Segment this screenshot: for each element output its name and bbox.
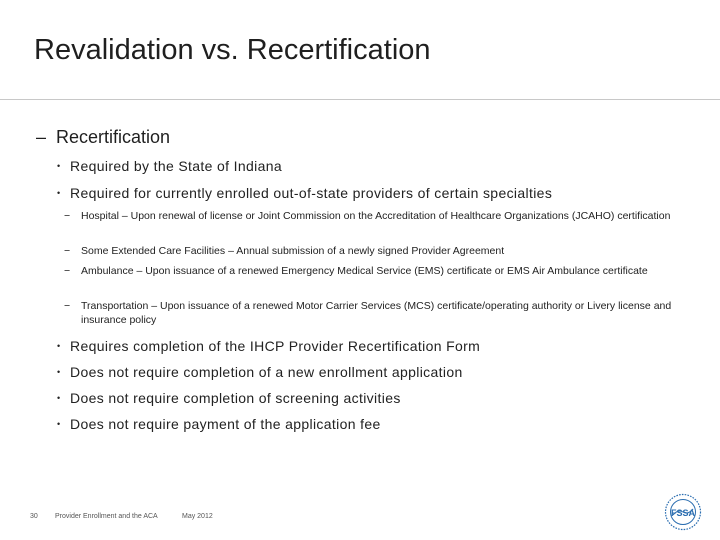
sub-dash: −	[64, 265, 71, 277]
bullet-dot: •	[57, 341, 61, 351]
sub-text: Some Extended Care Facilities – Annual submission of a newly signed Provider Agreement	[81, 245, 505, 257]
bullet-item	[57, 390, 401, 406]
bullet-text: Does not require completion of screening activities	[70, 390, 401, 406]
level1-dash: –	[36, 127, 47, 147]
sub-dash: −	[64, 210, 71, 222]
bullet-dot: •	[57, 367, 61, 377]
bullet-item	[57, 416, 381, 432]
sub-text: Ambulance – Upon issuance of a renewed Emergency Medical Service (EMS) certificate or EMS Air Ambulance certificate	[81, 265, 648, 277]
bullet-text: Required for currently enrolled out-of-state providers of certain specialties	[70, 185, 553, 201]
slide-title: Revalidation vs. Recertification	[34, 34, 431, 66]
logo-letters: FSSA	[670, 508, 696, 518]
sub-item	[64, 264, 684, 278]
sub-text: Hospital – Upon renewal of license or Joint Commission on the Accreditation of Healthcare Organizations (JCAHO) certification	[81, 210, 671, 222]
sub-item	[64, 299, 684, 327]
bullet-dot: •	[57, 393, 61, 403]
footer-date: May 2012	[182, 513, 213, 520]
bullet-dot: •	[57, 419, 61, 429]
bullet-text: Requires completion of the IHCP Provider Recertification Form	[70, 338, 481, 354]
bullet-text: Does not require completion of a new enrollment application	[70, 364, 463, 380]
fssa-seal-icon	[664, 493, 702, 531]
bullet-item	[57, 364, 463, 380]
level1-label: Recertification	[56, 127, 171, 147]
bullet-item	[57, 185, 552, 201]
sub-text: Transportation – Upon issuance of a renewed Motor Carrier Services (MCS) certificate/operating authority or Livery license and insurance policy	[81, 300, 672, 326]
bullet-item	[57, 158, 282, 174]
bullet-dot: •	[57, 188, 61, 198]
bullet-dot: •	[57, 161, 61, 171]
bullet-text: Does not require payment of the application fee	[70, 416, 381, 432]
bullet-text: Required by the State of Indiana	[70, 158, 283, 174]
title-divider	[0, 99, 720, 100]
level1-heading	[36, 127, 170, 148]
sub-item	[64, 244, 684, 258]
footer-page-number: 30	[30, 513, 38, 520]
sub-dash: −	[64, 245, 71, 257]
footer-presentation-title: Provider Enrollment and the ACA	[55, 513, 158, 520]
bullet-item	[57, 338, 480, 354]
sub-dash: −	[64, 300, 71, 312]
sub-item	[64, 209, 684, 223]
